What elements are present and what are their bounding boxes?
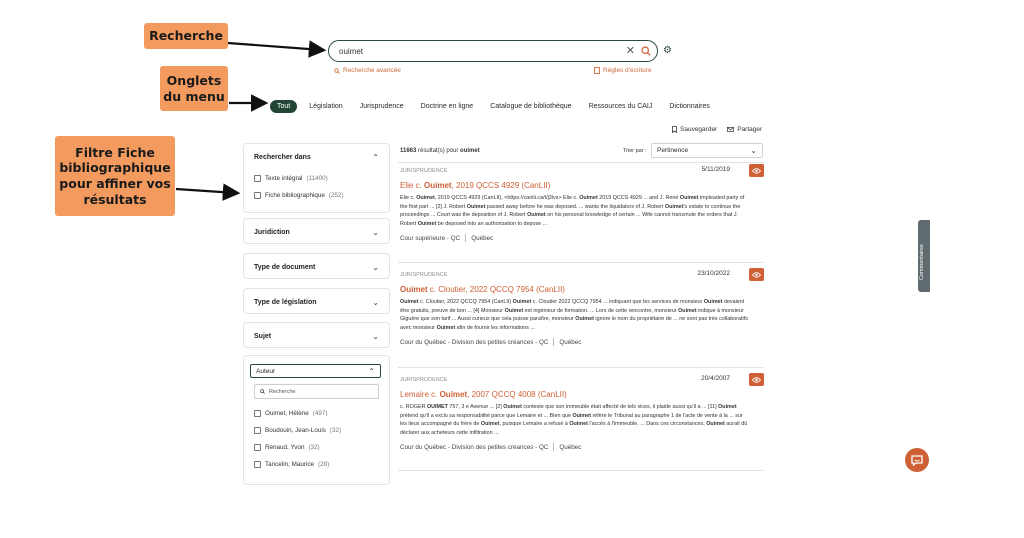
result-item xyxy=(400,377,764,451)
filter-label: Texte intégral xyxy=(265,175,303,182)
auteur-select[interactable] xyxy=(250,364,381,378)
result-court: Cour supérieure - QC xyxy=(400,234,461,242)
result-court: Cour du Québec - Division des petites créances - QC xyxy=(400,443,549,451)
title-part: Elie c. xyxy=(400,181,425,190)
chevron-up-icon: ⌃ xyxy=(368,366,375,376)
facet-header[interactable] xyxy=(244,144,389,170)
search-icon[interactable] xyxy=(641,46,651,56)
tab-dictionnaires[interactable]: Dictionnaires xyxy=(669,102,710,110)
bookmark-icon xyxy=(672,126,677,133)
facet-title: Type de législation xyxy=(254,298,317,306)
result-snippet: Ouimet c. Cloutier, 2022 QCCQ 7954 (CanLII) Ouimet c. Cloutier 2022 QCCQ 7954 ... indiquant que les services de monsieur Ouimet devaient être gratuits, preuve de bon ... [4] Monsieur Ouimet est ingénieur de formation. ... Lors de cette rencontre, monsieur Ouimet indique à monsieur Giguère que son tarif ... Aussi curieux que cela puisse paraître, monsieur Ouimet ignore le nom du propriétaire de ... ne sont pas très collaboratifs avec monsieur Ouimet afin de fournir les informations ... xyxy=(400,299,748,331)
document-icon xyxy=(594,67,600,74)
chevron-down-icon: ⌄ xyxy=(750,146,757,155)
facet-title: Rechercher dans xyxy=(254,153,311,161)
filter-auteur[interactable] xyxy=(244,456,389,473)
result-meta xyxy=(400,443,764,451)
tab-catalogue[interactable]: Catalogue de bibliothèque xyxy=(490,102,572,110)
result-divider xyxy=(398,162,764,163)
results-count-text: résultat(s) pour xyxy=(416,148,461,154)
result-type: JURISPRUDENCE xyxy=(400,377,448,383)
checkbox[interactable] xyxy=(254,444,261,451)
result-divider xyxy=(398,470,764,471)
filter-count: (497) xyxy=(312,410,328,417)
title-highlight: Ouimet xyxy=(439,390,468,399)
auteur-search-placeholder: Recherche xyxy=(269,388,296,395)
result-date: 20/4/2007 xyxy=(701,375,730,382)
checkbox[interactable] xyxy=(254,410,261,417)
filter-label: Fiche bibliographique xyxy=(265,192,325,199)
filter-label: Renaud, Yvon xyxy=(265,444,305,451)
search-icon xyxy=(334,68,340,74)
preview-button[interactable] xyxy=(749,373,764,386)
eye-icon xyxy=(752,272,761,278)
facet-title: Sujet xyxy=(254,332,272,340)
checkbox[interactable] xyxy=(254,461,261,468)
annotation-filtre: Filtre Fiche bibliographique pour affiner vos résultats xyxy=(55,136,175,216)
title-part: , 2019 QCCS 4929 (CanLII) xyxy=(451,181,551,190)
search-bar[interactable] xyxy=(328,40,658,62)
advanced-search-link[interactable] xyxy=(334,67,401,74)
mail-icon xyxy=(727,127,734,132)
filter-label: Boudouin, Jean-Louis xyxy=(265,427,326,434)
facet-sujet[interactable] xyxy=(243,322,390,348)
chevron-down-icon[interactable]: ⌄ xyxy=(372,331,379,341)
result-item xyxy=(400,168,764,242)
chevron-down-icon[interactable]: ⌄ xyxy=(372,227,379,237)
sort-value: Pertinence xyxy=(657,147,689,154)
writing-rules-label: Règles d'écriture xyxy=(603,67,652,74)
result-snippet: Elie c. Ouimet, 2019 QCCS 4929 (CanLII), <https://canlii.ca/t/j3lvs> Elie c. Ouimet 2019 QCCS 4929 ... and J. René Ouimet impleaded party of the first part ... [2] J. Robert Ouimet passed away before he was deposed. ... wants the liquidators of J. Robert Ouimet's estate to continue the proceedings ... Court was the deposition of J. Robert Ouimet on his personal knowledge of certain ... Wife cannot transmute the orders that J. Robert Ouimet be deposed into an authorization to depose ... xyxy=(400,195,745,227)
annotation-onglets: Onglets du menu xyxy=(160,66,228,111)
chevron-down-icon[interactable]: ⌄ xyxy=(372,262,379,272)
search-input[interactable]: ouimet xyxy=(339,46,364,56)
tab-doctrine[interactable]: Doctrine en ligne xyxy=(420,102,474,110)
facet-rechercher-dans xyxy=(243,143,390,213)
divider xyxy=(465,234,466,242)
title-highlight: Ouimet xyxy=(400,285,428,294)
chevron-up-icon[interactable]: ⌃ xyxy=(372,152,379,162)
gear-icon[interactable]: ⚙ xyxy=(663,45,672,56)
filter-count: (11400) xyxy=(306,175,328,182)
tab-jurisprudence[interactable]: Jurisprudence xyxy=(359,102,404,110)
facet-type-document[interactable] xyxy=(243,253,390,279)
result-divider xyxy=(398,262,764,263)
chevron-down-icon[interactable]: ⌄ xyxy=(372,297,379,307)
save-button[interactable] xyxy=(672,126,717,133)
filter-count: (32) xyxy=(308,444,320,451)
preview-button[interactable] xyxy=(749,268,764,281)
facet-juridiction[interactable] xyxy=(243,218,390,244)
filter-texte-integral[interactable] xyxy=(244,170,389,187)
result-province: Québec xyxy=(471,234,494,242)
filter-label: Ouimet, Hélène xyxy=(265,410,309,417)
filter-count: (32) xyxy=(329,427,342,434)
arrow-to-search xyxy=(228,43,322,50)
feedback-tab[interactable] xyxy=(918,220,930,292)
result-title-link[interactable] xyxy=(400,285,764,294)
share-label: Partager xyxy=(737,126,763,133)
result-snippet: c. ROGER OUIMET 757, 3 e Avenue ... [2] Ouimet conteste que son immeuble était affecté de tels vices, il plaide aussi qu'il a ... [11] Ouimet prétend qu'il a exclu sa responsabilité parce que Lemaire et ... Bien que Ouimet réfère le Tribunal au paragraphe 1 de l'acte de vente à la ... sur les lieux accompagné du frère de Ouimet, puisque Lemaire a refusé à Ouimet l'accès à l'immeuble. ... Dans ces circonstances, Ouimet aurait dû déclarer aux acheteurs cette infiltration ... xyxy=(400,404,748,436)
filter-auteur[interactable] xyxy=(244,405,389,422)
preview-button[interactable] xyxy=(749,164,764,177)
title-highlight: Ouimet xyxy=(424,181,452,190)
result-type: JURISPRUDENCE xyxy=(400,272,448,278)
result-court: Cour du Québec - Division des petites créances - QC xyxy=(400,338,549,346)
result-province: Québec xyxy=(559,443,582,451)
filter-auteur[interactable] xyxy=(244,422,389,439)
share-button[interactable] xyxy=(727,126,762,133)
sort-label: Trier par : xyxy=(623,148,647,154)
tab-legislation[interactable]: Législation xyxy=(309,102,343,110)
result-date: 5/11/2019 xyxy=(701,166,730,173)
auteur-select-label: Auteur xyxy=(256,367,276,375)
title-part: c. Cloutier, 2022 QCCQ 7954 (CanLII) xyxy=(427,285,565,294)
result-meta xyxy=(400,234,764,242)
eye-icon xyxy=(752,168,761,174)
filter-label: Tancelin, Maurice xyxy=(265,461,314,468)
facet-auteur xyxy=(243,355,390,485)
title-part: , 2007 QCCQ 4008 (CanLII) xyxy=(467,390,567,399)
divider xyxy=(553,443,554,451)
checkbox[interactable] xyxy=(254,427,261,434)
filter-auteur[interactable] xyxy=(244,439,389,456)
result-actions xyxy=(672,126,762,133)
menu-tabs xyxy=(270,98,727,114)
arrow-to-filter xyxy=(176,189,236,193)
divider xyxy=(553,338,554,346)
filter-fiche-bibliographique[interactable] xyxy=(244,187,389,204)
title-part: Lemaire c. xyxy=(400,390,440,399)
tab-ressources[interactable]: Ressources du CAIJ xyxy=(588,102,653,110)
result-meta xyxy=(400,338,764,346)
chat-button[interactable] xyxy=(905,448,929,472)
result-title-link[interactable] xyxy=(400,390,764,399)
search-icon xyxy=(260,389,265,394)
sort-select[interactable] xyxy=(651,143,763,158)
result-item xyxy=(400,272,764,346)
filter-count: (28) xyxy=(318,461,330,468)
result-type: JURISPRUDENCE xyxy=(400,168,448,174)
writing-rules-link[interactable] xyxy=(594,67,652,74)
auteur-search-input[interactable] xyxy=(254,384,379,399)
checkbox[interactable] xyxy=(254,192,261,199)
result-title-link[interactable] xyxy=(400,181,764,190)
filter-count: (252) xyxy=(328,192,344,199)
result-divider xyxy=(398,367,764,368)
facet-title: Type de document xyxy=(254,263,316,271)
clear-icon[interactable]: ✕ xyxy=(625,44,635,57)
advanced-search-label: Recherche avancée xyxy=(343,67,401,74)
save-label: Sauvegarder xyxy=(680,126,718,133)
chat-icon xyxy=(911,455,923,466)
result-province: Québec xyxy=(559,338,582,346)
results-number: 11663 xyxy=(400,148,417,154)
eye-icon xyxy=(752,377,761,383)
checkbox[interactable] xyxy=(254,175,261,182)
facet-title: Juridiction xyxy=(254,228,290,236)
annotation-recherche: Recherche xyxy=(144,23,228,49)
feedback-label: Commentaires xyxy=(919,244,925,280)
results-query: ouimet xyxy=(460,148,480,154)
facet-type-legislation[interactable] xyxy=(243,288,390,314)
results-count xyxy=(400,148,480,154)
result-date: 23/10/2022 xyxy=(697,270,730,277)
tab-tout[interactable]: Tout xyxy=(270,100,297,113)
